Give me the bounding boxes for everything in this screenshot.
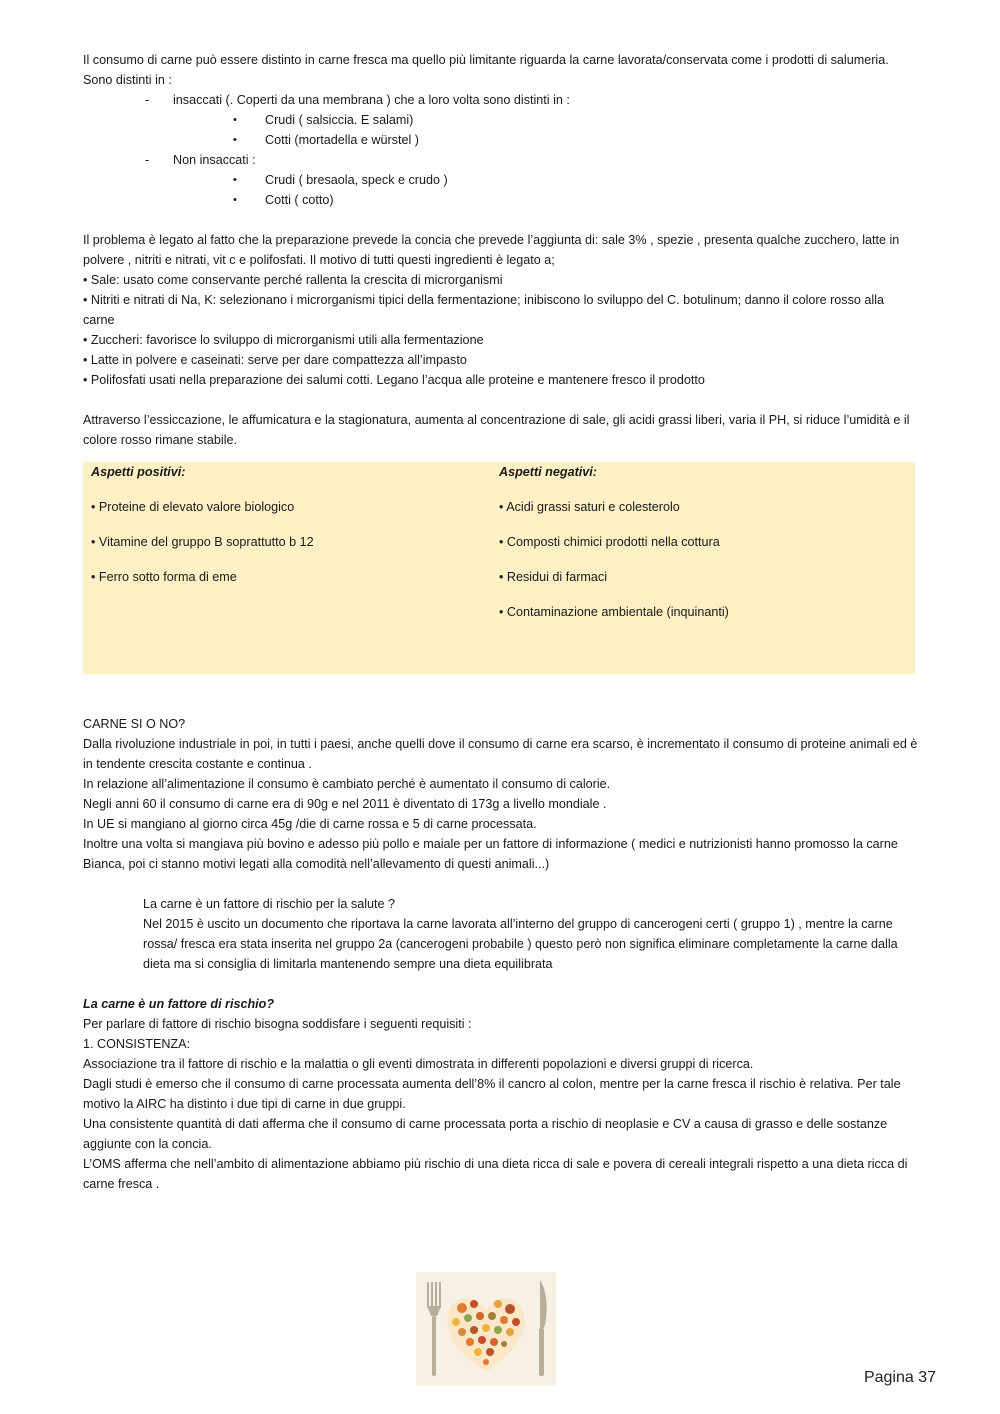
risk-paragraph: Dagli studi è emerso che il consumo di carne processata aumenta dell’8% il cancro al colon, mentre per la carne fresca il rischio è relativa. Per tale motivo la AIRC ha distinto i due tipi di carne in due gruppi.: [83, 1077, 901, 1111]
drying-paragraph: Attraverso l’essiccazione, le affumicatura e la stagionatura, aumenta al concentrazione di sale, gli acidi grassi liberi, varia il PH, si riduce l’umidità e il colore rosso rimane stabile.: [83, 413, 910, 447]
carne-paragraph: In UE si mangiano al giorno circa 45g /die di carne rossa e 5 di carne processata.: [83, 817, 537, 831]
aspect-item: • Composti chimici prodotti nella cottura: [499, 535, 720, 549]
category-list: [83, 90, 918, 210]
carne-paragraph: Negli anni 60 il consumo di carne era di 90g e nel 2011 è diventato di 173g a livello mondiale .: [83, 797, 607, 811]
category-non-insaccati: [83, 150, 918, 170]
problem-item: • Nitriti e nitrati di Na, K: selezionano i microrganismi tipici della fermentazione; inibiscono lo sviluppo del C. botulinum; danno il colore rosso alla carne: [83, 293, 884, 327]
risk-note: [83, 894, 918, 974]
dash-marker: -: [145, 153, 150, 167]
category-insaccati: [83, 90, 918, 110]
category-label: insaccati (. Coperti da una membrana ) che a loro volta sono distinti in :: [173, 93, 570, 107]
aspects-negative-column: [499, 462, 907, 674]
problem-item: • Zuccheri: favorisce lo sviluppo di microrganismi utili alla fermentazione: [83, 333, 484, 347]
page-number: Pagina 37: [863, 1369, 936, 1386]
list-item-text: Crudi ( bresaola, speck e crudo ): [265, 173, 448, 187]
heart-food-fork-knife-icon: [416, 1272, 556, 1386]
bullet-icon: •: [233, 174, 237, 186]
risk-section-heading: La carne è un fattore di rischio?: [83, 997, 275, 1011]
risk-note-text: Nel 2015 è uscito un documento che riportava la carne lavorata all’interno del gruppo di cancerogeni certi ( gruppo 1) , mentre la carne rossa/ fresca era stata inserita nel gruppo 2a (cancerogeni probabile ) questo però non significa eliminare completamente la carne dalla dieta ma si consiglia di limitarla mantenendo sempre una dieta equilibrata: [143, 917, 898, 971]
category-label: Non insaccati :: [173, 153, 256, 167]
list-item: [83, 130, 918, 150]
aspect-item: • Acidi grassi saturi e colesterolo: [499, 500, 680, 514]
carne-paragraph: Inoltre una volta si mangiava più bovino e adesso più pollo e maiale per un fattore di informazione ( medici e nutrizionisti hanno promosso la carne Bianca, poi ci stanno motivi legati alla comodità nell’allevamento di questi animali...): [83, 837, 898, 871]
list-item: [83, 190, 918, 210]
carne-paragraph: In relazione all’alimentazione il consumo è cambiato perché è aumentato il consumo di calorie.: [83, 777, 611, 791]
risk-paragraph: 1. CONSISTENZA:: [83, 1037, 191, 1051]
aspects-positive-column: [91, 462, 499, 674]
risk-paragraph: Associazione tra il fattore di rischio e la malattia o gli eventi dimostrata in differenti popolazioni e diversi gruppi di ricerca.: [83, 1057, 754, 1071]
problem-item: • Sale: usato come conservante perché rallenta la crescita di microrganismi: [83, 273, 503, 287]
aspect-item: • Ferro sotto forma di eme: [91, 570, 237, 584]
intro-subheading: Sono distinti in :: [83, 73, 172, 87]
page-content: [83, 50, 918, 1194]
aspects-table: [83, 462, 915, 674]
aspect-item: • Vitamine del gruppo B soprattutto b 12: [91, 535, 314, 549]
list-item-text: Cotti ( cotto): [265, 193, 334, 207]
risk-note-question: La carne è un fattore di rischio per la salute ?: [143, 897, 396, 911]
bullet-icon: •: [233, 194, 237, 206]
list-item-text: Crudi ( salsiccia. E salami): [265, 113, 414, 127]
risk-paragraph: L’OMS afferma che nell’ambito di alimentazione abbiamo più rischio di una dieta ricca di sale e povera di cereali integrali rispetto a una dieta ricca di carne fresca .: [83, 1157, 908, 1191]
aspects-positive-title: Aspetti positivi:: [91, 465, 186, 479]
problem-item: • Latte in polvere e caseinati: serve per dare compattezza all’impasto: [83, 353, 467, 367]
aspect-item: • Proteine di elevato valore biologico: [91, 500, 295, 514]
aspect-item: • Residui di farmaci: [499, 570, 607, 584]
list-item: [83, 170, 918, 190]
bullet-icon: •: [233, 134, 237, 146]
carne-si-no-heading: CARNE SI O NO?: [83, 717, 186, 731]
aspects-negative-title: Aspetti negativi:: [499, 465, 597, 479]
risk-paragraph: Una consistente quantità di dati afferma che il consumo di carne processata porta a rischio di neoplasie e CV a causa di grasso e delle sostanze aggiunte con la concia.: [83, 1117, 888, 1151]
problem-item: • Polifosfati usati nella preparazione dei salumi cotti. Legano l’acqua alle proteine e mantenere fresco il prodotto: [83, 373, 705, 387]
list-item-text: Cotti (mortadella e würstel ): [265, 133, 419, 147]
problem-paragraph: Il problema è legato al fatto che la preparazione prevede la concia che prevede l’aggiunta di: sale 3% , spezie , presenta qualche zucchero, latte in polvere , nitriti e nitrati, vit c e polifosfati. Il motivo di tutti questi ingredienti è legato a;: [83, 233, 900, 267]
bullet-icon: •: [233, 114, 237, 126]
carne-paragraph: Dalla rivoluzione industriale in poi, in tutti i paesi, anche quelli dove il consumo di carne era scarso, è incrementato il consumo di proteine animali ed è in tendente crescita costante e continua .: [83, 737, 918, 771]
aspect-item: • Contaminazione ambientale (inquinanti): [499, 605, 729, 619]
dash-marker: -: [145, 93, 150, 107]
risk-paragraph: Per parlare di fattore di rischio bisogna soddisfare i seguenti requisiti :: [83, 1017, 472, 1031]
intro-paragraph: Il consumo di carne può essere distinto in carne fresca ma quello più limitante riguarda la carne lavorata/conservata come i prodotti di salumeria.: [83, 53, 889, 67]
list-item: [83, 110, 918, 130]
